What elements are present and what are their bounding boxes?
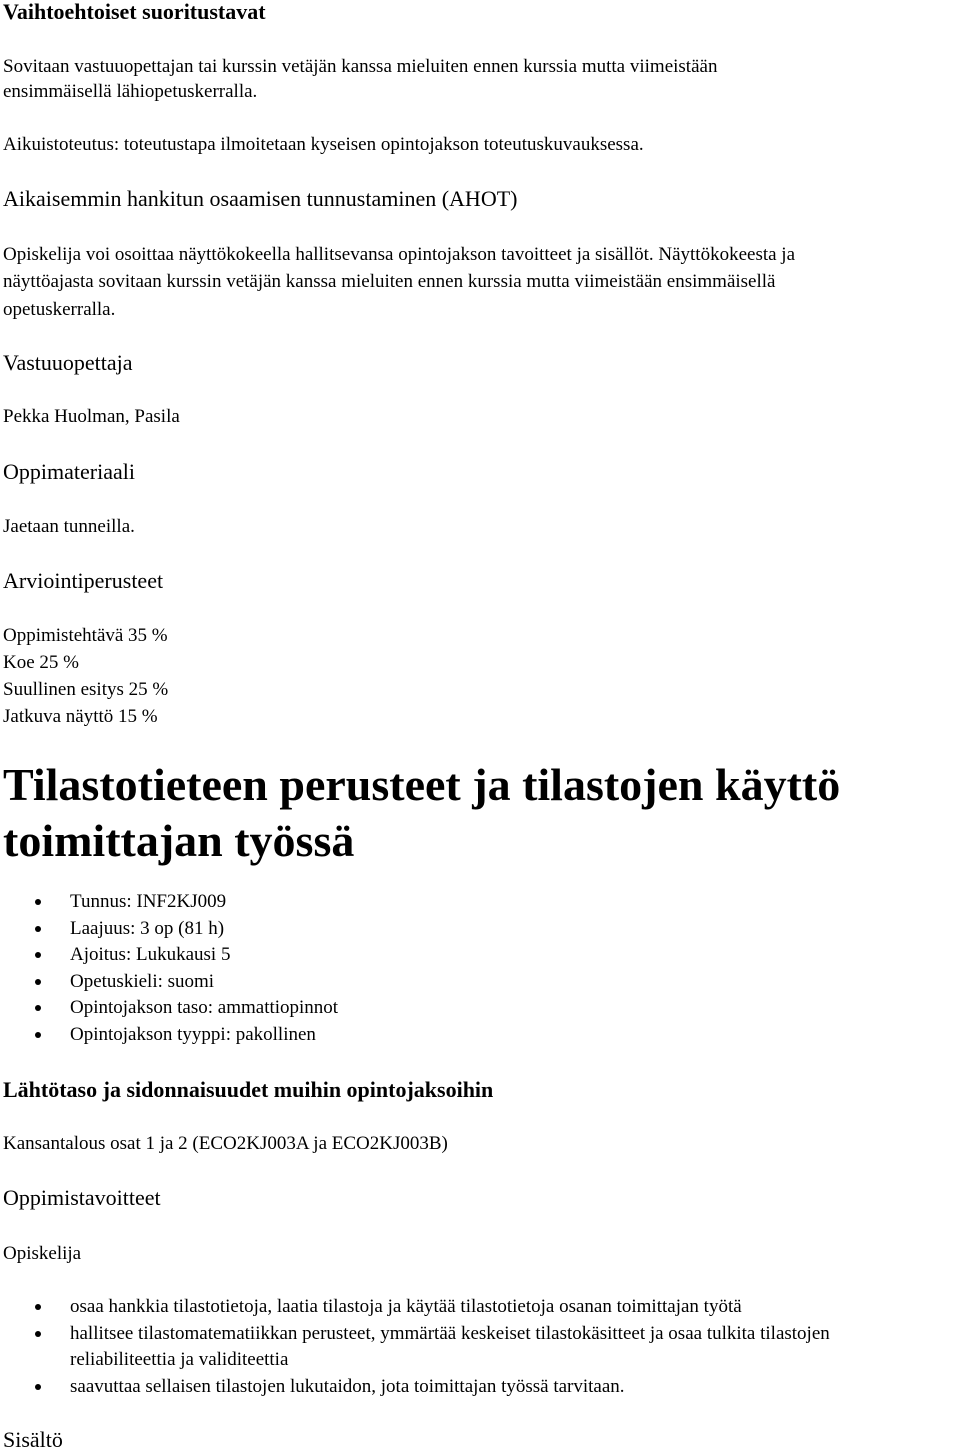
list-item: Laajuus: 3 op (81 h) [0,916,338,943]
bullet-icon [35,952,41,958]
list-item: Ajoitus: Lukukausi 5 [0,942,338,969]
course-title-line2: toimittajan työssä [3,815,355,866]
assessment-line: Jatkuva näyttö 15 % [3,706,158,727]
list-item: hallitsee tilastomatematiikkan perusteet, ymmärtää keskeiset tilastokäsitteet ja osaa tulkita tilastojen reliabiliteettia ja validiteettia [0,1321,930,1374]
list-item: Tunnus: INF2KJ009 [0,889,338,916]
section-heading-goals: Oppimistavoitteet [3,1185,161,1210]
bullet-icon [35,1005,41,1011]
bullet-icon [35,1032,41,1038]
section-heading-assessment: Arviointiperusteet [3,568,164,593]
course-facts-list [0,889,338,1048]
section-heading-material: Oppimateriaali [3,459,135,484]
goals-intro: Opiskelija [3,1243,82,1264]
teacher-name: Pekka Huolman, Pasila [3,406,180,427]
alt-methods-paragraph-line1: Sovitaan vastuuopettajan tai kurssin vetäjän kanssa mieluiten ennen kurssia mutta viimeistään [3,56,718,77]
list-item: Opintojakson taso: ammattiopinnot [0,995,338,1022]
ahot-paragraph-line3: opetuskerralla. [3,299,116,320]
list-item: Opetuskieli: suomi [0,969,338,996]
goals-list [0,1294,930,1400]
section-heading-prerequisites: Lähtötaso ja sidonnaisuudet muihin opintojaksoihin [3,1077,494,1102]
section-heading-teacher: Vastuuopettaja [3,350,133,375]
section-heading-alt-methods: Vaihtoehtoiset suoritustavat [3,0,266,24]
ahot-paragraph-line2: näyttöajasta sovitaan kurssin vetäjän kanssa mieluiten ennen kurssia mutta viimeistään ensimmäisellä [3,271,776,292]
section-heading-content: Sisältö [3,1427,63,1452]
list-item: Opintojakson tyyppi: pakollinen [0,1022,338,1049]
course-title [3,757,953,869]
ahot-paragraph-line1: Opiskelija voi osoittaa näyttökokeella hallitsevansa opintojakson tavoitteet ja sisällöt. Näyttökokeesta ja [3,244,796,265]
bullet-icon [35,1331,41,1337]
bullet-icon [35,899,41,905]
bullet-icon [35,979,41,985]
assessment-line: Koe 25 % [3,652,79,673]
list-item: osaa hankkia tilastotietoja, laatia tilastoja ja käytää tilastotietoja osanan toimittajan työtä [0,1294,930,1321]
course-title-line1: Tilastotieteen perusteet ja tilastojen käyttö [3,759,841,810]
list-item: saavuttaa sellaisen tilastojen lukutaidon, jota toimittajan työssä tarvitaan. [0,1374,930,1401]
prerequisites-text: Kansantalous osat 1 ja 2 (ECO2KJ003A ja ECO2KJ003B) [3,1133,448,1154]
assessment-line: Oppimistehtävä 35 % [3,625,168,646]
alt-methods-paragraph-line2: ensimmäisellä lähiopetuskerralla. [3,81,258,102]
bullet-icon [35,1304,41,1310]
alt-methods-adult-note: Aikuistoteutus: toteutustapa ilmoitetaan kyseisen opintojakson toteutuskuvauksessa. [3,134,644,155]
bullet-icon [35,1384,41,1390]
assessment-line: Suullinen esitys 25 % [3,679,169,700]
bullet-icon [35,926,41,932]
material-text: Jaetaan tunneilla. [3,516,135,537]
section-heading-ahot: Aikaisemmin hankitun osaamisen tunnustaminen (AHOT) [3,186,518,211]
